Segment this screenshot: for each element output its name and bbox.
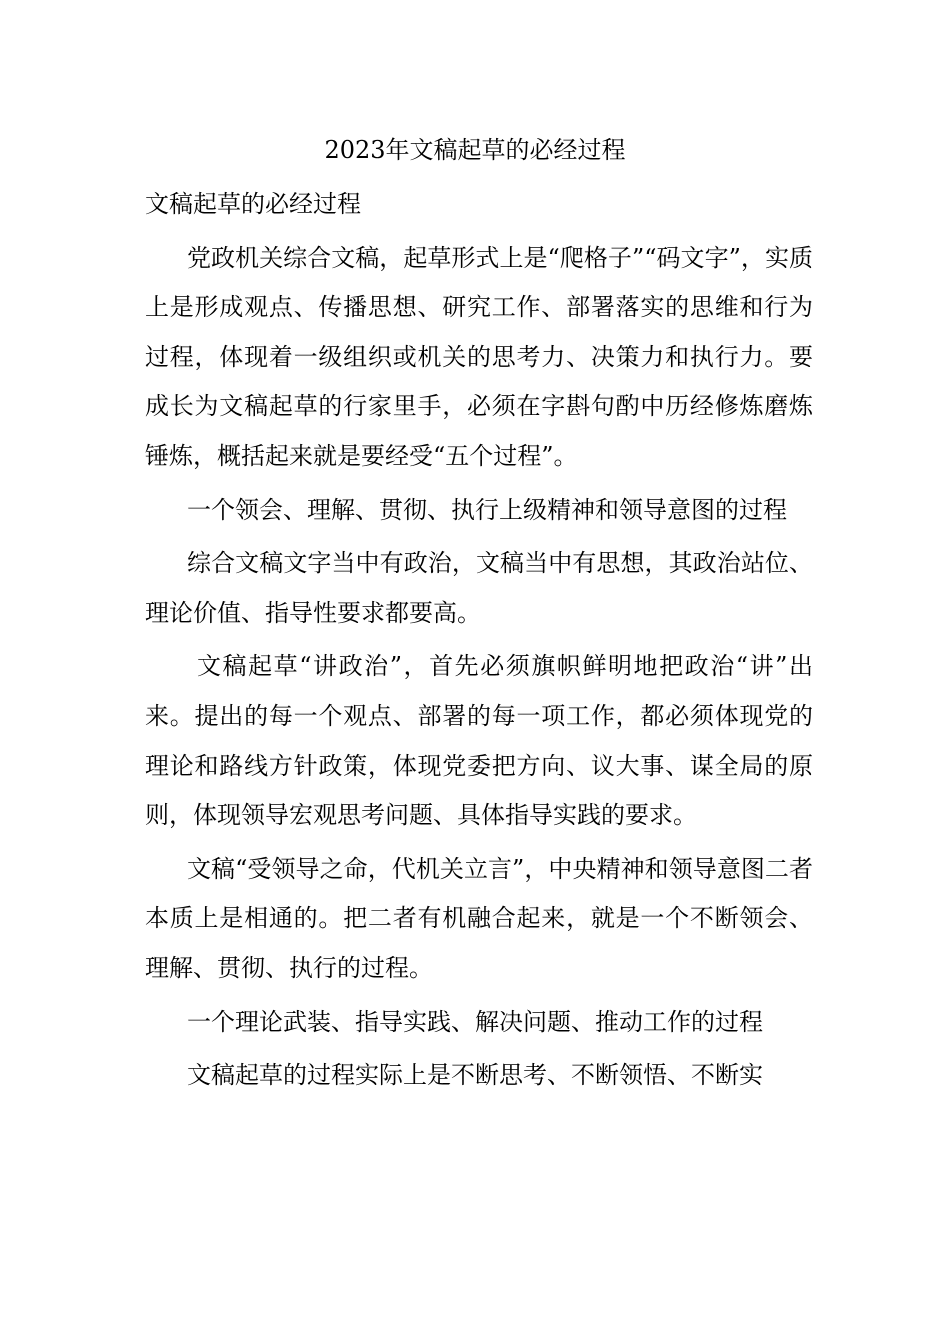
section-heading-2: 一个理论武装、指导实践、解决问题、推动工作的过程 xyxy=(187,1007,763,1036)
document-title: 2023年文稿起草的必经过程 xyxy=(324,136,626,164)
paragraph-drafting-process: 文稿起草的过程实际上是不断思考、不断领悟、不断实 xyxy=(187,1061,763,1090)
paragraph-leadership-intent: 文稿“受领导之命，代机关立言”，中央精神和领导意图二者本质上是相通的。把二者有机融合起来，就是一个不断领会、理解、贯彻、执行的过程。 xyxy=(145,854,813,982)
document-subtitle: 文稿起草的必经过程 xyxy=(145,190,361,218)
section-heading-1: 一个领会、理解、贯彻、执行上级精神和领导意图的过程 xyxy=(187,495,787,524)
paragraph-speak-politics: 文稿起草“讲政治”，首先必须旗帜鲜明地把政治“讲”出来。提出的每一个观点、部署的每一项工作，都必须体现党的理论和路线方针政策，体现党委把方向、议大事、谋全局的原则，体现领导宏观思考问题、具体指导实践的要求。 xyxy=(145,652,813,830)
document-body xyxy=(145,180,813,1105)
paragraph-politics: 综合文稿文字当中有政治，文稿当中有思想，其政治站位、理论价值、指导性要求都要高。 xyxy=(145,549,813,627)
paragraph-intro: 党政机关综合文稿，起草形式上是“爬格子”“码文字”，实质上是形成观点、传播思想、研究工作、部署落实的思维和行为过程，体现着一级组织或机关的思考力、决策力和执行力。要成长为文稿起草的行家里手，必须在字斟句酌中历经修炼磨炼锤炼，概括起来就是要经受“五个过程”。 xyxy=(145,243,813,470)
